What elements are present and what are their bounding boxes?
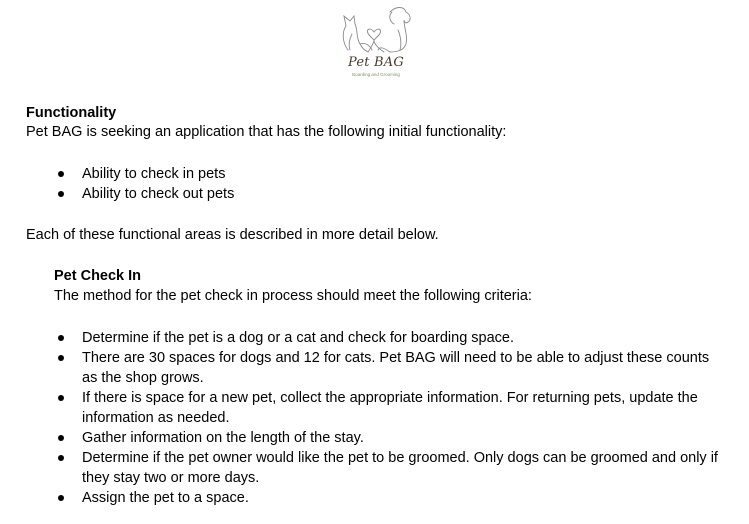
list-item: If there is space for a new pet, collect the appropriate information. For returning pets, update the information as needed. [56, 388, 726, 428]
list-item: Ability to check out pets [56, 184, 716, 204]
cat-and-dog-heart-logo-icon [334, 2, 418, 58]
list-item: Determine if the pet is a dog or a cat and check for boarding space. [56, 328, 726, 348]
check-in-criteria-list [56, 328, 726, 508]
functionality-heading: Functionality [26, 105, 117, 121]
check-in-heading: Pet Check In [54, 268, 142, 284]
functionality-list [56, 164, 716, 204]
check-in-intro: The method for the pet check in process should meet the following criteria: [54, 288, 532, 304]
pet-bag-logo [334, 2, 418, 86]
list-item: Determine if the pet owner would like the pet to be groomed. Only dogs can be groomed and only if they stay two or more days. [56, 448, 726, 488]
list-item: Gather information on the length of the stay. [56, 428, 726, 448]
functionality-intro: Pet BAG is seeking an application that has the following initial functionality: [26, 124, 507, 140]
logo-title: Pet BAG [348, 55, 404, 70]
list-item: Assign the pet to a space. [56, 488, 726, 508]
functionality-outro: Each of these functional areas is described in more detail below. [26, 227, 439, 243]
list-item: There are 30 spaces for dogs and 12 for cats. Pet BAG will need to be able to adjust these counts as the shop grows. [56, 348, 726, 388]
list-item: Ability to check in pets [56, 164, 716, 184]
logo-subtitle: Boarding and Grooming [352, 72, 400, 77]
